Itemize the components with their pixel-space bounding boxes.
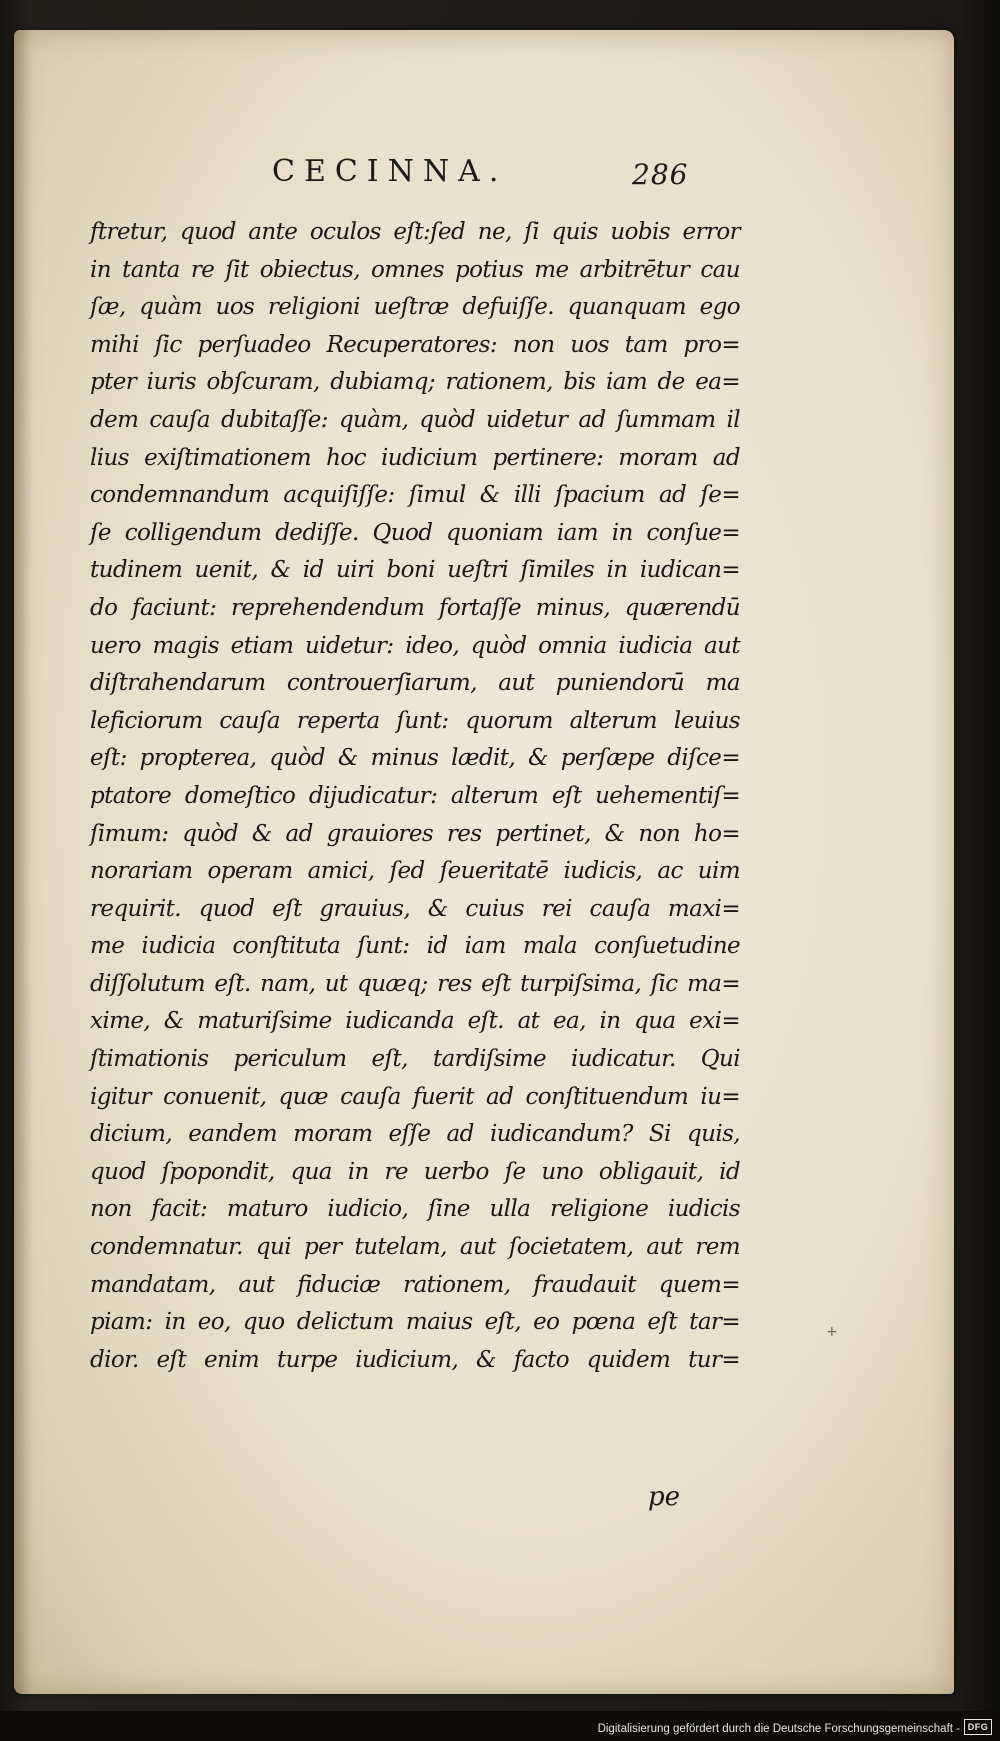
funding-credit: Digitalisierung gefördert durch die Deutsche Forschungsgemeinschaft - [597, 1723, 960, 1735]
text-line: condemnatur. qui per tutelam, aut ſocietatem, aut rem [90, 1234, 740, 1261]
text-line: quod ſpopondit, qua in re uerbo ſe uno obligauit, id [90, 1158, 740, 1185]
text-line: in tanta re ſit obiectus, omnes potius me arbitrētur cau [90, 256, 740, 283]
text-line: dior. eſt enim turpe iudicium, & facto quidem tur= [90, 1346, 740, 1373]
text-line: pter iuris obſcuram, dubiamq; rationem, bis iam de ea= [90, 369, 740, 396]
text-line: non facit: maturo iudicio, ſine ulla religione iudicis [90, 1196, 740, 1223]
text-line: condemnandum acquiſiſſe: ſimul & illi ſpacium ad ſe= [90, 482, 740, 509]
text-line: ſæ, quàm uos religioni ueſtræ defuiſſe. quanquam ego [90, 294, 740, 321]
text-line: mandatam, aut fiduciæ rationem, fraudauit quem= [90, 1271, 740, 1298]
page-edge [14, 30, 32, 1694]
text-line: requirit. quod eſt grauius, & cuius rei cauſa maxi= [90, 895, 740, 922]
text-line: dem cauſa dubitaſſe: quàm, quòd uidetur ad ſummam il [90, 406, 740, 433]
page-number: 286 [632, 158, 689, 191]
text-line: ftretur, quod ante oculos eſt:ſed ne, ſi quis uobis error [90, 219, 740, 245]
text-line: me iudicia conſtituta ſunt: id iam mala conſuetudine [90, 933, 740, 960]
text-line: dicium, eandem moram eſſe ad iudicandum? Si quis, [90, 1121, 740, 1148]
text-line: ſe colligendum dediſſe. Quod quoniam iam in conſue= [90, 519, 740, 546]
dfg-logo: DFG [964, 1719, 992, 1735]
text-line: leficiorum cauſa reperta ſunt: quorum alterum leuius [90, 707, 740, 734]
text-line: ptatore domeſtico dijudicatur: alterum eſt uehementiſ= [90, 782, 740, 809]
running-title: CECINNA. [272, 154, 508, 189]
text-line: xime, & maturiſsime iudicanda eſt. at ea, in qua exi= [90, 1008, 740, 1035]
text-line: ſtimationis periculum eſt, tardiſsime iudicatur. Qui [90, 1046, 740, 1073]
text-line: ſimum: quòd & ad grauiores res pertinet, & non ho= [90, 820, 740, 847]
text-line: piam: in eo, quo delictum maius eſt, eo pœna eſt tar= [90, 1309, 740, 1336]
text-line: do faciunt: reprehendendum fortaſſe minus, quærendū [90, 594, 740, 621]
margin-mark: + [826, 1324, 838, 1340]
text-line: mihi ſic perſuadeo Recuperatores: non uos tam pro= [90, 331, 740, 358]
text-line: uero magis etiam uidetur: ideo, quòd omnia iudicia aut [90, 632, 740, 659]
text-line: norariam operam amici, ſed ſeueritatē iudicis, ac uim [90, 858, 740, 885]
text-line: eſt: propterea, quòd & minus lædit, & perſæpe diſce= [90, 745, 740, 772]
running-head [14, 148, 954, 196]
book-page [14, 30, 954, 1694]
text-line: diſſolutum eſt. nam, ut quæq; res eſt turpiſsima, ſic ma= [90, 970, 740, 997]
body-text [90, 214, 740, 1379]
text-line: igitur conuenit, quæ cauſa fuerit ad conſtituendum iu= [90, 1083, 740, 1110]
text-line: lius exiſtimationem hoc iudicium pertinere: moram ad [90, 444, 740, 471]
text-line: tudinem uenit, & id uiri boni ueſtri ſimiles in iudican= [90, 557, 740, 584]
catchword: pe [648, 1482, 681, 1512]
footer-bar [0, 1711, 1000, 1741]
text-line: diſtrahendarum controuerſiarum, aut puniendorū ma [90, 670, 740, 697]
